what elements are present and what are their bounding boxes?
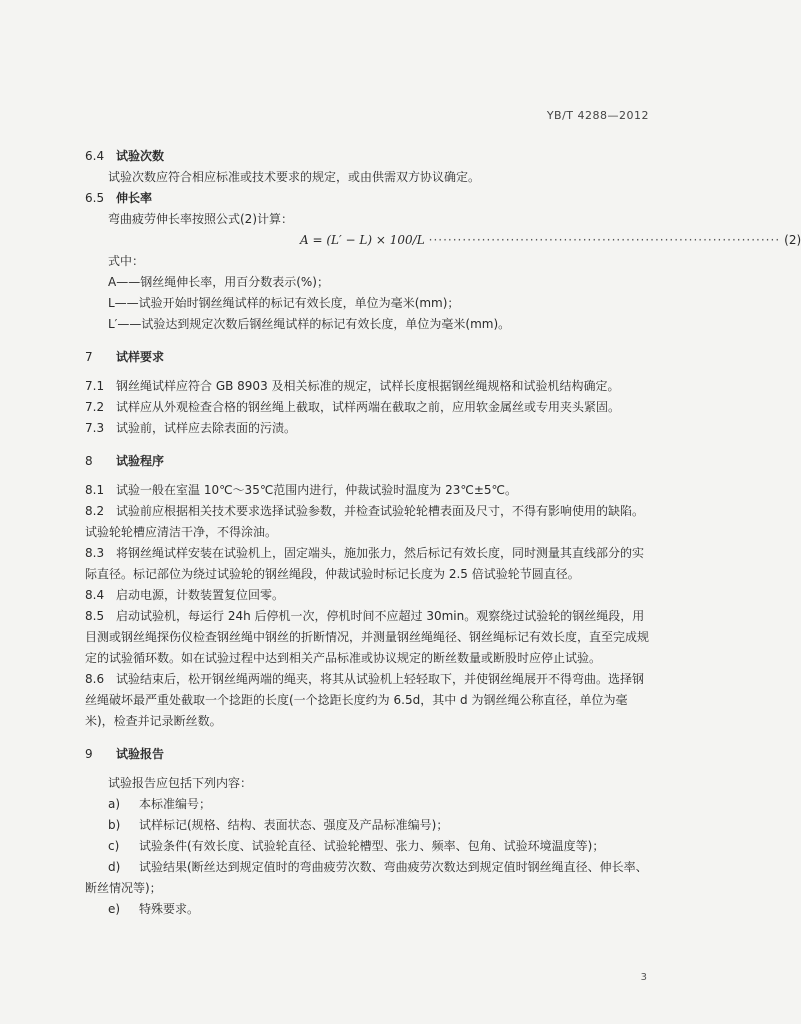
list-text: 试样标记(规格、结构、表面状态、强度及产品标准编号)； xyxy=(139,818,449,832)
formula-leader-dots: ········································································· xyxy=(428,233,781,247)
section-7-heading xyxy=(85,347,651,368)
section-8-heading xyxy=(85,451,651,472)
clause-number: 8.3 xyxy=(85,546,105,560)
clause-text: 试验前，试样应去除表面的污渍。 xyxy=(116,421,297,435)
standard-code: YB/T 4288—2012 xyxy=(546,109,649,122)
clause-text: 启动试验机，每运行 24h 后停机一次，停机时间不应超过 30min。观察绕过试验轮的钢丝绳段，用目测或钢丝绳探伤仪检查钢丝绳中钢丝的折断情况，并测量钢丝绳绳径、钢丝绳标记有效长度，直至完成规定的试验循环数。如在试验过程中达到相关产品标准或协议规定的断丝数量或断股时应停止试验。 xyxy=(85,609,650,665)
section-title: 伸长率 xyxy=(116,191,153,205)
clause-text: 启动电源，计数装置复位回零。 xyxy=(116,588,285,602)
section-9-heading xyxy=(85,744,651,765)
clause-number: 8.6 xyxy=(85,672,105,686)
clause xyxy=(85,397,651,418)
list-item xyxy=(85,899,651,920)
clause-text: 将钢丝绳试样安装在试验机上，固定端头，施加张力，然后标记有效长度，同时测量其直线部分的实际直径。标记部位为绕过试验轮的钢丝绳段，仲裁试验时标记长度为 2.5 倍试验轮节圆直径。 xyxy=(85,546,645,581)
section-number: 7 xyxy=(85,350,93,364)
clause xyxy=(85,376,651,397)
list-label: d) xyxy=(108,860,121,874)
clause-text: 试验结束后，松开钢丝绳两端的绳夹，将其从试验机上轻轻取下，并使钢丝绳展开不得弯曲。选择钢丝绳破坏最严重处截取一个捻距的长度(一个捻距长度约为 6.5d，其中 d 为钢丝绳公称直径，单位为毫米)，检查并记录断丝数。 xyxy=(85,672,645,728)
clause-number: 7.2 xyxy=(85,400,105,414)
definition-item: L′——试验达到规定次数后钢丝绳试样的标记有效长度，单位为毫米(mm)。 xyxy=(108,317,511,331)
clause-text: 试验前应根据相关技术要求选择试验参数，并检查试验轮轮槽表面及尺寸，不得有影响使用的缺陷。试验轮轮槽应清洁干净，不得涂油。 xyxy=(85,504,645,539)
section-number: 6.4 xyxy=(85,149,105,163)
section-title: 试验报告 xyxy=(116,747,165,761)
section-6-4-heading xyxy=(85,146,651,167)
list-text: 试验结果(断丝达到规定值时的弯曲疲劳次数、弯曲疲劳次数达到规定值时钢丝绳直径、伸长率、断丝情况等)； xyxy=(85,860,648,895)
clause xyxy=(85,418,651,439)
report-intro: 试验报告应包括下列内容： xyxy=(108,776,253,790)
list-text: 本标准编号； xyxy=(139,797,212,811)
clause-number: 7.3 xyxy=(85,421,105,435)
list-item xyxy=(85,794,651,815)
section-number: 8 xyxy=(85,454,93,468)
page-content xyxy=(85,146,801,920)
clause xyxy=(85,501,651,543)
clause xyxy=(85,480,651,501)
list-item xyxy=(85,857,651,899)
clause xyxy=(85,669,651,732)
formula-number: (2) xyxy=(784,233,801,247)
formula-line xyxy=(85,230,801,251)
clause-number: 8.4 xyxy=(85,588,105,602)
clause-text: 钢丝绳试样应符合 GB 8903 及相关标准的规定，试样长度根据钢丝绳规格和试验机结构确定。 xyxy=(116,379,620,393)
section-title: 试验次数 xyxy=(116,149,165,163)
section-number: 6.5 xyxy=(85,191,105,205)
section-title: 试验程序 xyxy=(116,454,165,468)
clause-number: 8.1 xyxy=(85,483,105,497)
clause xyxy=(85,606,651,669)
list-item xyxy=(85,836,651,857)
formula: A = (L′ − L) × 100/L xyxy=(300,233,425,247)
clause-number: 8.2 xyxy=(85,504,105,518)
clause xyxy=(85,543,651,585)
page-number: 3 xyxy=(640,972,647,983)
where-label: 式中： xyxy=(108,254,145,268)
formula-intro: 弯曲疲劳伸长率按照公式(2)计算： xyxy=(108,212,293,226)
list-label: e) xyxy=(108,902,121,916)
section-6-5-heading xyxy=(85,188,651,209)
list-text: 特殊要求。 xyxy=(139,902,200,916)
section-title: 试样要求 xyxy=(116,350,165,364)
clause-text: 试样应从外观检查合格的钢丝绳上截取，试样两端在截取之前，应用软金属丝或专用夹头紧固。 xyxy=(116,400,621,414)
definition-item: A——钢丝绳伸长率，用百分数表示(%)； xyxy=(108,275,329,289)
list-label: b) xyxy=(108,818,121,832)
clause-text: 试验一般在室温 10℃～35℃范围内进行，仲裁试验时温度为 23℃±5℃。 xyxy=(116,483,518,497)
clause-number: 8.5 xyxy=(85,609,105,623)
list-label: c) xyxy=(108,839,120,853)
section-number: 9 xyxy=(85,747,93,761)
list-text: 试验条件(有效长度、试验轮直径、试验轮槽型、张力、频率、包角、试验环境温度等)； xyxy=(139,839,605,853)
clause xyxy=(85,585,651,606)
list-item xyxy=(85,815,651,836)
definition-item: L——试验开始时钢丝绳试样的标记有效长度，单位为毫米(mm)； xyxy=(108,296,460,310)
list-label: a) xyxy=(108,797,121,811)
clause-number: 7.1 xyxy=(85,379,105,393)
section-6-4-text: 试验次数应符合相应标准或技术要求的规定，或由供需双方协议确定。 xyxy=(108,170,481,184)
